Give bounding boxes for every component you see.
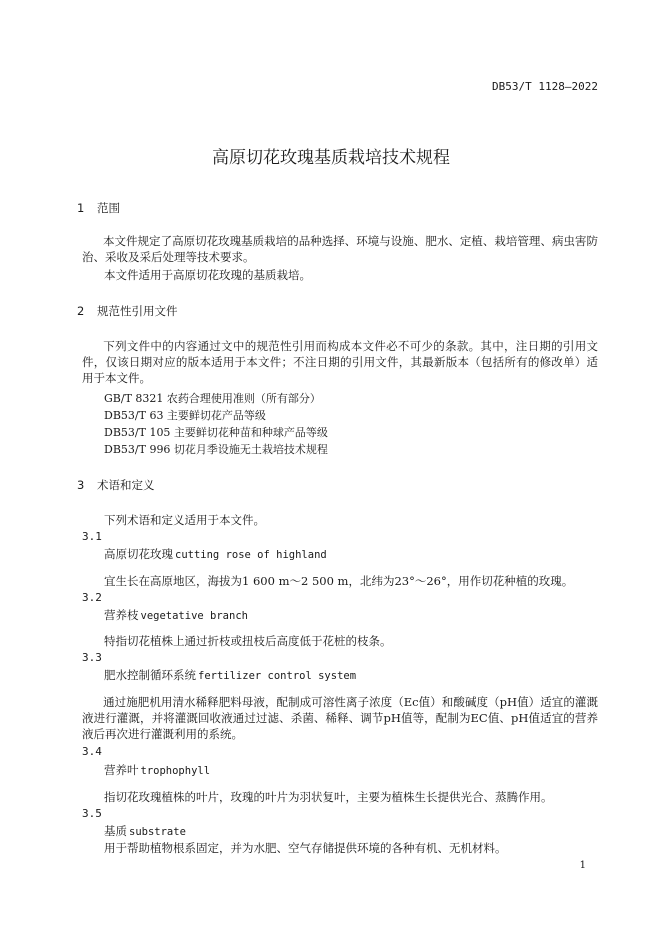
section-number: 3 — [77, 478, 85, 492]
document-title: 高原切花玫瑰基质栽培技术规程 — [212, 148, 450, 168]
section-heading-scope — [77, 200, 120, 216]
term-number: 3.3 — [82, 651, 102, 664]
section-number: 1 — [77, 201, 85, 215]
term-heading — [104, 546, 327, 562]
term-en: fertilizer control system — [198, 670, 357, 682]
term-definition: 宜生长在高原地区，海拔为1 600 m～2 500 m，北纬为23°～26°，用作切花种植的玫瑰。 — [104, 574, 574, 588]
reference-item: DB53/T 996 切花月季设施无土栽培技术规程 — [104, 443, 328, 456]
term-zh: 营养叶 — [104, 763, 139, 777]
term-heading — [104, 762, 210, 778]
term-zh: 营养枝 — [104, 608, 139, 622]
terms-intro: 下列术语和定义适用于本文件。 — [104, 513, 265, 527]
term-zh: 高原切花玫瑰 — [104, 547, 173, 561]
term-heading — [104, 823, 186, 839]
scope-paragraph-1 — [82, 233, 598, 265]
term-number: 3.4 — [82, 745, 102, 758]
section-number: 2 — [77, 304, 85, 318]
term-number: 3.2 — [82, 591, 102, 604]
term-en: cutting rose of highland — [175, 549, 327, 561]
term-en: substrate — [129, 826, 186, 838]
term-definition — [82, 694, 598, 742]
paragraph-text: 通过施肥机用清水稀释肥料母液，配制成可溶性离子浓度（Ec值）和酸碱度（pH值）适宜的灌溉液进行灌溉，并将灌溉回收液通过过滤、杀菌、稀释、调节pH值等，配制为EC值、pH值适宜的营养液后再次进行灌溉利用的系统。 — [82, 695, 598, 741]
reference-item: DB53/T 63 主要鲜切花产品等级 — [104, 409, 266, 422]
term-definition: 用于帮助植物根系固定，并为水肥、空气存储提供环境的各种有机、无机材料。 — [104, 841, 507, 855]
section-heading-terms — [77, 477, 155, 493]
reference-item: DB53/T 105 主要鲜切花种苗和种球产品等级 — [104, 426, 328, 439]
term-en: vegetative branch — [140, 610, 248, 622]
term-number: 3.1 — [82, 530, 102, 543]
page-number: 1 — [579, 860, 586, 871]
term-definition: 特指切花植株上通过折枝或扭枝后高度低于花桩的枝条。 — [104, 634, 392, 648]
references-paragraph — [82, 338, 598, 386]
section-heading-normative-references — [77, 303, 178, 319]
document-code: DB53/T 1128—2022 — [492, 80, 598, 93]
term-definition: 指切花玫瑰植株的叶片，玫瑰的叶片为羽状复叶，主要为植株生长提供光合、蒸腾作用。 — [104, 790, 553, 804]
term-zh: 肥水控制循环系统 — [104, 668, 196, 682]
section-title: 范围 — [97, 201, 120, 215]
paragraph-text: 下列文件中的内容通过文中的规范性引用而构成本文件必不可少的条款。其中，注日期的引用文件，仅该日期对应的版本适用于本文件；不注日期的引用文件，其最新版本（包括所有的修改单）适用于本文件。 — [82, 339, 598, 385]
scope-paragraph-2: 本文件适用于高原切花玫瑰的基质栽培。 — [104, 268, 311, 282]
section-title: 规范性引用文件 — [97, 304, 178, 318]
paragraph-text: 本文件规定了高原切花玫瑰基质栽培的品种选择、环境与设施、肥水、定植、栽培管理、病虫害防治、采收及采后处理等技术要求。 — [82, 234, 598, 264]
term-en: trophophyll — [140, 765, 211, 777]
term-zh: 基质 — [104, 824, 127, 838]
term-heading — [104, 667, 356, 683]
section-title: 术语和定义 — [97, 478, 155, 492]
term-number: 3.5 — [82, 807, 102, 820]
term-heading — [104, 607, 248, 623]
reference-item: GB/T 8321 农药合理使用准则（所有部分） — [104, 392, 321, 405]
